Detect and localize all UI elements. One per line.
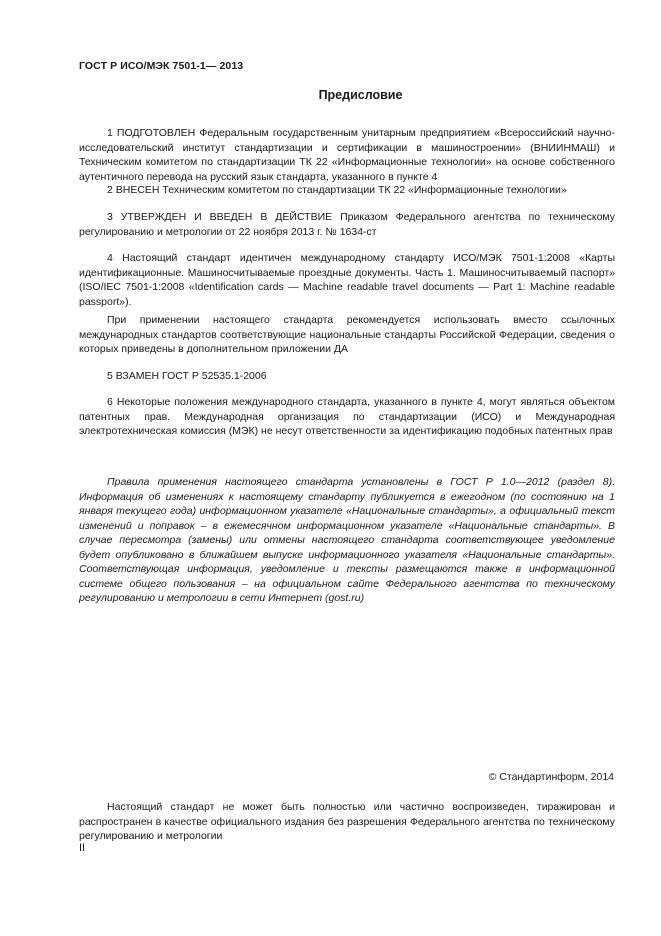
paragraph-prepared-by: 1 ПОДГОТОВЛЕН Федеральным государственным унитарным предприятием «Всероссийский научно-исследовательский институт стандартизации и сертификации в машиностроении» (ВНИИНМАШ) и Техническим комитетом по стандартизации ТК 22 «Информационные технологии» на основе собственного аутентичного перевода на русский язык стандарта, указанного в пункте 4 bbox=[79, 127, 615, 183]
paragraph-6-block bbox=[79, 369, 615, 384]
notice-text: Правила применения настоящего стандарта установлены в ГОСТ Р 1.0—2012 (раздел 8). Информация об изменениях к настоящему стандарту публикуется в ежегодном (по состоянию на 1 января текущего года) информационном указателе «Национальные стандарты», а официальный текст изменений и поправок – в ежемесячном информационном указателе «Национальные стандарты». В случае пересмотра (замены) или отмены настоящего стандарта соответствующее уведомление будет опубликовано в ближайшем выпуске информационного указателя «Национальные стандарты». Соответствующая информация, уведомление и тексты размещаются также в информационной системе общего пользования – на официальном сайте Федерального агентства по техническому регулированию и метрологии в сети Интернет (gost.ru) bbox=[79, 476, 615, 604]
paragraph-introduced-by: 2 ВНЕСЕН Техническим комитетом по стандартизации ТК 22 «Информационные технологии» bbox=[107, 184, 567, 196]
footer-reproduction-notice: Настоящий стандарт не может быть полностью или частично воспроизведен, тиражирован и распространен в качестве официального издания без разрешения Федерального агентства по техническому регулированию и метрологии bbox=[79, 801, 615, 842]
paragraph-replaces: 5 ВЗАМЕН ГОСТ Р 52535.1-2006 bbox=[107, 370, 267, 382]
page-title bbox=[0, 88, 661, 102]
page-title-text: Предисловие bbox=[318, 88, 403, 102]
notice-block bbox=[79, 475, 615, 606]
footer-block bbox=[79, 800, 615, 844]
document-header: ГОСТ Р ИСО/МЭК 7501-1— 2013 bbox=[79, 60, 244, 72]
paragraph-1-block bbox=[79, 126, 615, 184]
paragraph-4-block bbox=[79, 251, 615, 309]
paragraph-5-block bbox=[79, 313, 615, 357]
page-number: II bbox=[79, 842, 86, 854]
paragraph-identical-standard: 4 Настоящий стандарт идентичен международному стандарту ИСО/МЭК 7501-1:2008 «Карты идентификационные. Машиносчитываемые проездные документы. Часть 1. Машиносчитываемый паспорт» (ISO/IEC 7501-1:2008 «Identification cards — Machine readable travel documents — Part 1: Machine readable passport»). bbox=[79, 252, 615, 308]
paragraph-7-block bbox=[79, 395, 615, 439]
paragraph-2-block bbox=[79, 183, 615, 198]
paragraph-3-block bbox=[79, 210, 615, 239]
paragraph-approved: 3 УТВЕРЖДЕН И ВВЕДЕН В ДЕЙСТВИЕ Приказом Федерального агентства по техническому регулированию и метрологии от 22 ноября 2013 г. № 1634-ст bbox=[79, 211, 615, 238]
paragraph-usage-note: При применении настоящего стандарта рекомендуется использовать вместо ссылочных международных стандартов соответствующие национальные стандарты Российской Федерации, сведения о которых приведены в дополнительном приложении ДА bbox=[79, 314, 615, 355]
copyright-line: © Стандартинформ, 2014 bbox=[488, 771, 614, 783]
paragraph-patent-rights: 6 Некоторые положения международного стандарта, указанного в пункте 4, могут являться объектом патентных прав. Международная организация по стандартизации (ИСО) и Международная электротехническая комиссия (МЭК) не несут ответственности за идентификацию подобных патентных прав bbox=[79, 396, 615, 437]
